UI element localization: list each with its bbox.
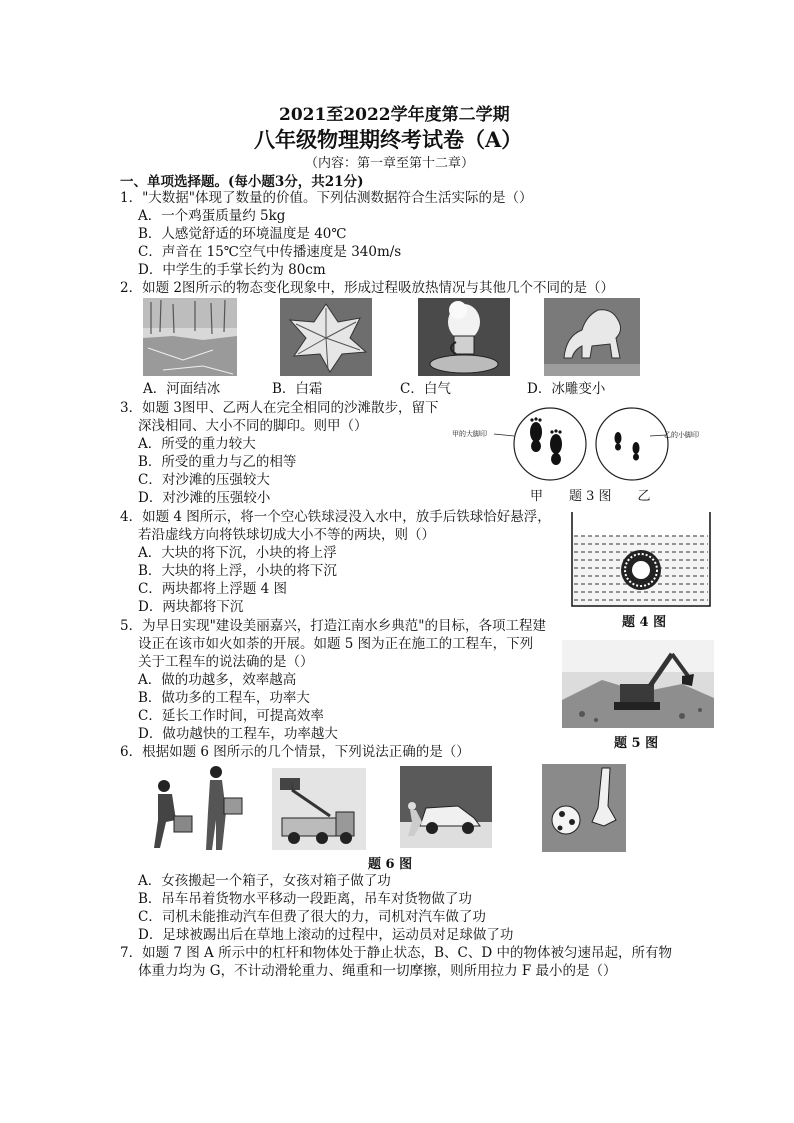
crane-truck-image [272,768,366,850]
q4-option-b: B．大块的将上浮，小块的将下沉 [138,563,337,579]
q7-stem-line2: 体重力均为 G，不计动滑轮重力、绳重和一切摩擦，则所用拉力 F 最小的是（） [138,963,617,979]
exam-scope: （内容：第一章至第十二章） [305,156,475,171]
q4-option-d: D．两块都将下沉 [138,599,244,615]
hollow-iron-ball-in-water-figure [570,510,712,608]
q6-option-d: D．足球被踢出后在草地上滚动的过程中，运动员对足球做了功 [138,927,514,943]
q5-option-a: A．做的功越多，效率越高 [138,672,297,688]
frost-leaf-image [280,298,372,376]
q5-option-c: C．延长工作时间，可提高效率 [138,708,324,724]
footprints-figure [452,404,682,484]
q3-option-c: C．对沙滩的压强较大 [138,472,270,488]
q3-option-b: B．所受的重力与乙的相等 [138,454,297,470]
q5-option-d: D．做功越快的工程车，功率越大 [138,726,338,742]
q2-stem: 2．如题 2图所示的物态变化现象中，形成过程吸放热情况与其他几个不同的是（） [120,280,614,296]
q6-figure-caption: 题 6 图 [368,857,413,872]
q5-stem-line1: 5．为早日实现"建设美丽嘉兴，打造江南水乡典范"的目标，各项工程建 [120,618,547,634]
ice-sculpture-image [544,298,640,376]
q1-option-a: A．一个鸡蛋质量约 5kg [138,208,286,224]
q1-option-c: C．声音在 15℃空气中传播速度是 340m/s [138,244,402,260]
q5-stem-line2: 设正在该市如火如荼的开展。如题 5 图为正在施工的工程车，下列 [138,636,534,652]
q1-stem: 1．"大数据"体现了数量的价值。下列估测数据符合生活实际的是（） [120,190,533,206]
q6-stem: 6．根据如题 6 图所示的几个情景，下列说法正确的是（） [120,744,470,760]
q5-option-b: B．做功多的工程车，功率大 [138,690,310,706]
exam-year-title: 2021至2022学年度第二学期 [279,105,510,125]
q3-stem-line2: 深浅相同、大小不同的脚印。则甲（） [138,418,368,434]
q5-stem-line3: 关于工程车的说法确的是（） [138,654,314,670]
q4-option-a: A．大块的将下沉，小块的将上浮 [138,545,337,561]
q2-option-a: A．河面结冰 [143,381,221,397]
q4-stem-line1: 4．如题 4 图所示，将一个空心铁球浸没入水中，放手后铁球恰好悬浮， [120,509,551,525]
q1-option-d: D．中学生的手掌长约为 80cm [138,262,326,278]
pushing-car-image [400,766,492,848]
q5-figure-caption: 题 5 图 [614,736,659,751]
q6-option-a: A．女孩搬起一个箱子，女孩对箱子做了功 [138,873,391,889]
q3-stem-line1: 3．如题 3图甲、乙两人在完全相同的沙滩散步，留下 [120,400,439,416]
q3-label-right: 乙的小脚印 [664,431,699,439]
q4-stem-line2: 若沿虚线方向将铁球切成大小不等的两块，则（） [138,527,435,543]
q3-label-left: 甲的大脚印 [452,430,487,438]
q6-option-b: B．吊车吊着货物水平移动一段距离，吊车对货物做了功 [138,891,472,907]
q2-option-c: C．白气 [400,381,451,397]
q3-option-a: A．所受的重力较大 [138,436,256,452]
q7-stem-line1: 7．如题 7 图 A 所示中的杠杆和物体处于静止状态，B、C、D 中的物体被匀速吊起，所有物 [120,945,672,961]
q3-option-d: D．对沙滩的压强较小 [138,490,271,506]
white-steam-image [418,298,510,376]
river-ice-image [143,298,237,376]
excavator-image [562,640,714,728]
q6-option-c: C．司机未能推动汽车但费了很大的力，司机对汽车做了功 [138,909,486,925]
q4-figure-caption: 题 4 图 [622,615,667,630]
q2-option-b: B．白霜 [272,381,323,397]
q3-figure-caption: 甲 题 3 图 乙 [530,489,651,504]
q2-option-d: D．冰雕变小 [527,381,606,397]
q1-option-b: B．人感觉舒适的环境温度是 40℃ [138,226,347,242]
section-heading: 一、单项选择题。(每小题3分，共21分) [120,174,364,190]
q4-option-c: C．两块都将上浮题 4 图 [138,581,288,597]
exam-title: 八年级物理期终考试卷（A） [254,127,523,152]
girl-lifting-box-image [146,764,246,856]
football-kick-image [542,764,626,852]
